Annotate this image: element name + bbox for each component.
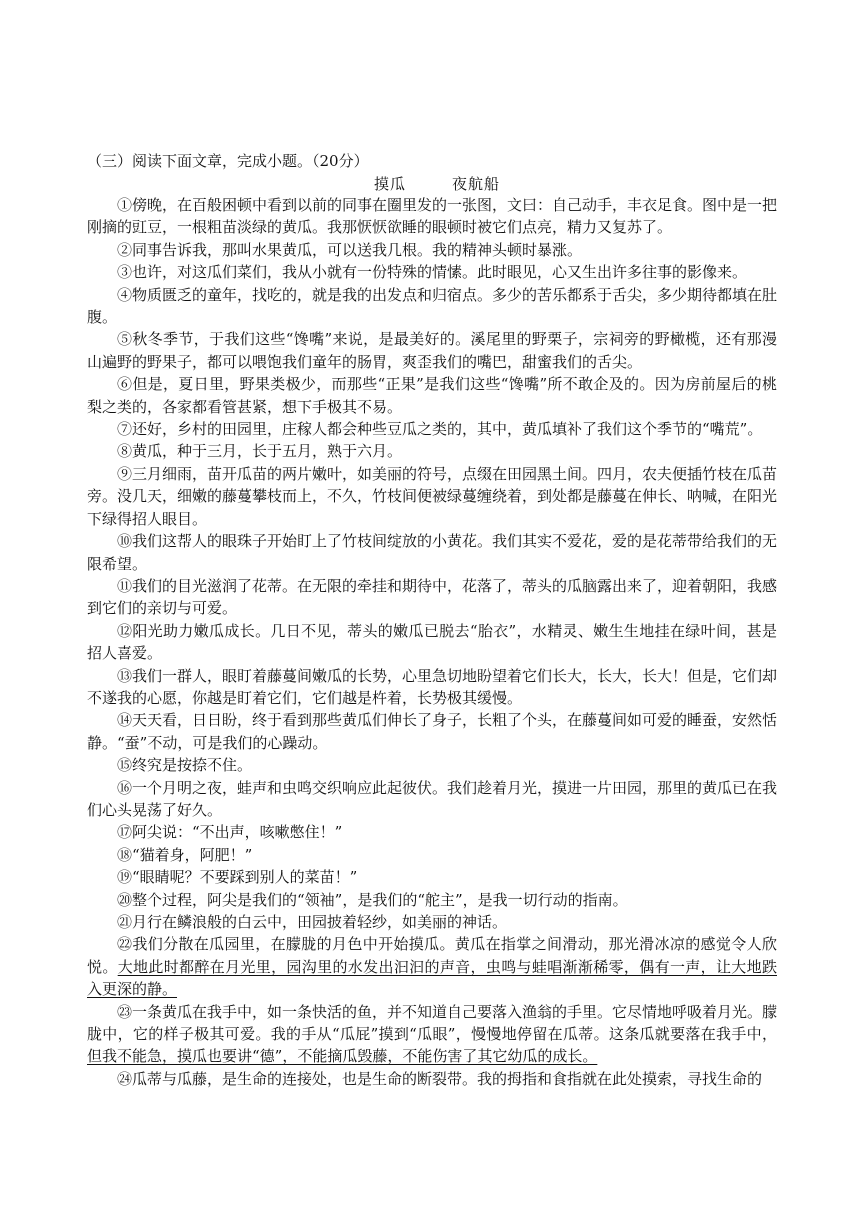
paragraph — [87, 866, 777, 888]
paragraph-text: ⑤秋冬季节，于我们这些“馋嘴”来说，是最美好的。溪尾里的野栗子，宗祠旁的野橄榄，还有那漫山遍野的野果子，都可以喂饱我们童年的肠胃，爽歪我们的嘴巴，甜蜜我们的舌尖。 — [87, 330, 777, 371]
paragraph-text: ⑫阳光助力嫩瓜成长。几日不见，蒂头的嫩瓜已脱去“胎衣”，水精灵、嫩生生地挂在绿叶间，甚是招人喜爱。 — [87, 621, 777, 663]
paragraph — [87, 1001, 777, 1068]
paragraph-text: ⑱“猫着身，阿肥！” — [117, 845, 253, 864]
paragraph-text: ④物质匮乏的童年，找吃的，就是我的出发点和归宿点。多少的苦乐都系于舌尖，多少期待都填在肚腹。 — [87, 285, 778, 327]
paragraph — [87, 889, 777, 911]
paragraph-text: ⑨三月细雨，苗开瓜苗的两片嫩叶，如美丽的符号，点缀在田园黑土间。四月，农夫便插竹枝在瓜苗旁。没几天，细嫩的藤蔓攀枝而上，不久，竹枝间便被绿蔓缠绕着，到处都是藤蔓在伸长、呐喊，在阳光下绿得招人眼目。 — [87, 464, 778, 528]
paragraph-text: ⑯一个月明之夜，蛙声和虫鸣交织响应此起彼伏。我们趁着月光，摸进一片田园，那里的黄瓜已在我们心头晃荡了好久。 — [87, 778, 778, 819]
paragraph — [87, 239, 777, 261]
paragraph — [87, 933, 777, 1000]
title-main: 摸瓜 — [373, 175, 406, 193]
paragraph — [87, 665, 777, 710]
paragraph-text: ⑲“眼睛呢？不要踩到别人的菜苗！” — [117, 868, 358, 887]
article-body — [87, 194, 777, 1090]
paragraph-text: ㉒我们分散在瓜园里，在朦胧的月色中开始摸瓜。黄瓜在指掌之间滑动，那光滑冰凉的感觉令人欣悦。 — [87, 935, 777, 976]
paragraph-text: ㉔瓜蒂与瓜藤，是生命的连接处，也是生命的断裂带。我的拇指和食指就在此处摸索，寻找生命的 — [117, 1069, 763, 1088]
paragraph-text: ⑭天天看，日日盼，终于看到那些黄瓜们伸长了身子，长粗了个头，在藤蔓间如可爱的睡蚕，安然恬静。“蚕”不动，可是我们的心躁动。 — [87, 711, 778, 752]
paragraph — [87, 754, 777, 776]
paragraph — [87, 1068, 777, 1090]
paragraph — [87, 261, 777, 283]
paragraph-text: ⑬我们一群人，眼盯着藤蔓间嫩瓜的长势，心里急切地盼望着它们长大，长大，长大！但是，它们却不遂我的心愿，你越是盯着它们，它们越是杵着，长势极其缓慢。 — [87, 666, 778, 707]
paragraph — [87, 821, 777, 843]
paragraph — [87, 463, 777, 530]
paragraph — [87, 284, 777, 329]
paragraph-text: ①傍晚，在百般困顿中看到以前的同事在圈里发的一张图，文曰：自己动手，丰衣足食。图中是一把刚摘的豇豆，一根粗苗淡绿的黄瓜。我那恹恹欲睡的眼顿时被它们点亮，精力又复苏了。 — [87, 196, 778, 237]
article-title — [87, 173, 787, 195]
paragraph — [87, 844, 777, 866]
paragraph — [87, 777, 777, 822]
paragraph-text: ㉑月行在鳞浪般的白云中，田园披着轻纱，如美丽的神话。 — [117, 913, 508, 931]
paragraph — [87, 373, 777, 418]
paragraph-text: ㉓一条黄瓜在我手中，如一条快活的鱼，并不知道自己要落入渔翁的手里。它尽情地呼吸着月光。朦胧中，它的样子极其可爱。我的手从“瓜屁”摸到“瓜眼”，慢慢地停留在瓜蒂。这条瓜就要落在我手中， — [87, 1002, 778, 1044]
paragraph — [87, 530, 777, 575]
paragraph — [87, 328, 777, 373]
title-author: 夜航船 — [452, 175, 501, 193]
paragraph-text: ⑮终究是按捺不住。 — [117, 756, 253, 775]
question-header: （三）阅读下面文章，完成小题。（20分） — [87, 152, 369, 170]
paragraph — [87, 620, 777, 665]
paragraph-text: ⑥但是，夏日里，野果类极少，而那些“正果”是我们这些“馋嘴”所不敢企及的。因为房前屋后的桃梨之类的，各家都看管甚紧，想下手极其不易。 — [87, 375, 777, 416]
paragraph-text: ③也许，对这瓜们菜们，我从小就有一份特殊的情愫。此时眼见，心又生出许多往事的影像来。 — [117, 263, 748, 282]
paragraph-text: ⑦还好，乡村的田园里，庄稼人都会种些豆瓜之类的，其中，黄瓜填补了我们这个季节的“嘴荒”。 — [117, 420, 763, 439]
paragraph-text: ⑪我们的目光滋润了花蒂。在无限的牵挂和期待中，花落了，蒂头的瓜脑露出来了，迎着朝阳，我感到它们的亲切与可爱。 — [87, 576, 778, 618]
paragraph — [87, 911, 777, 933]
paragraph-text: ⑩我们这帮人的眼珠子开始盯上了竹枝间绽放的小黄花。我们其实不爱花，爱的是花蒂带给我们的无限希望。 — [87, 532, 778, 573]
paragraph-text: ⑳整个过程，阿尖是我们的“领袖”，是我们的“舵主”，是我一切行动的指南。 — [117, 890, 628, 909]
paragraph-text: ⑰阿尖说：“不出声，咳嗽憋住！” — [117, 823, 343, 842]
underlined-sentence: 但我不能急，摸瓜也要讲“德”，不能摘瓜毁藤，不能伤害了其它幼瓜的成长。 — [87, 1047, 598, 1066]
paragraph — [87, 418, 777, 440]
paragraph — [87, 575, 777, 620]
paragraph — [87, 440, 777, 462]
paragraph-text: ②同事告诉我，那叫水果黄瓜，可以送我几根。我的精神头顿时暴涨。 — [117, 240, 583, 259]
paragraph-text: ⑧黄瓜，种于三月，长于五月，熟于六月。 — [117, 442, 403, 461]
paragraph — [87, 709, 777, 754]
paragraph — [87, 194, 777, 239]
underlined-sentence: 大地此时都醉在月光里，园沟里的水发出汩汩的声音，虫鸣与蛙唱渐渐稀零，偶有一声，让大地跌入更深的静。 — [87, 957, 777, 999]
